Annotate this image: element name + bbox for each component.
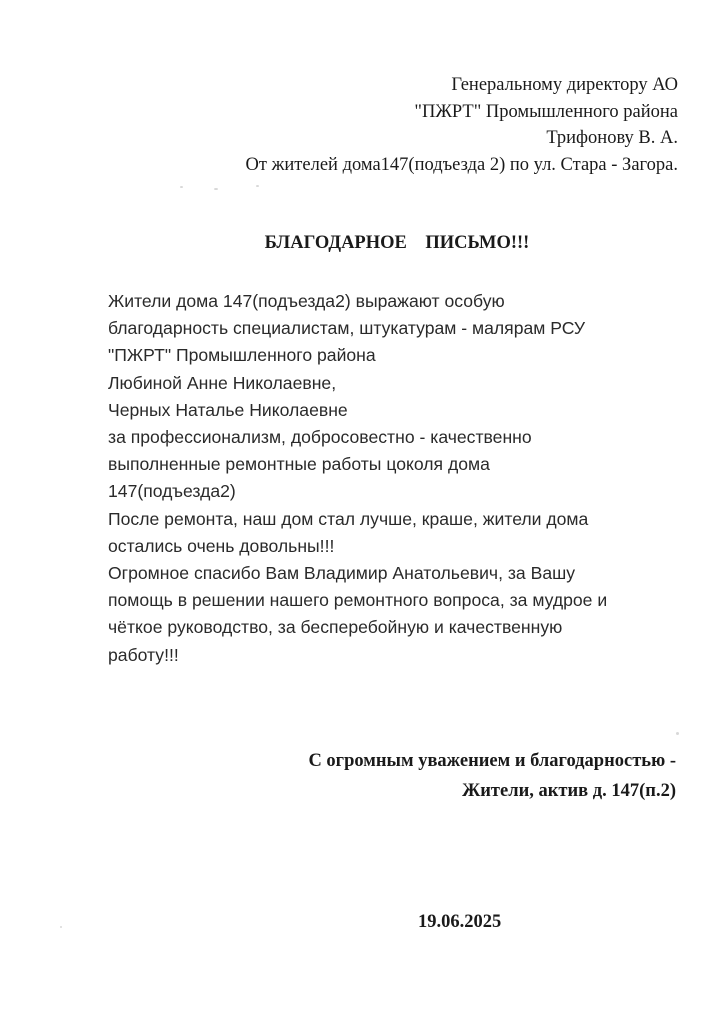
body-line: выполненные ремонтные работы цоколя дома bbox=[108, 454, 490, 475]
body-line: После ремонта, наш дом стал лучше, краше, жители дома bbox=[108, 508, 589, 529]
letter-body bbox=[108, 288, 688, 669]
scan-speck bbox=[676, 732, 679, 735]
body-line: Жители дома 147(подъезда2) выражают особую bbox=[108, 291, 505, 311]
addressee-line: "ПЖРТ" Промышленного района bbox=[414, 101, 678, 122]
body-line: Любиной Анне Николаевне, bbox=[108, 372, 337, 393]
closing-block bbox=[308, 746, 676, 806]
body-line: помощь в решении нашего ремонтного вопроса, за мудрое и bbox=[108, 590, 608, 611]
letter-date: 19.06.2025 bbox=[418, 912, 502, 932]
body-line: Черных Наталье Николаевне bbox=[108, 399, 348, 420]
scan-speck bbox=[180, 186, 183, 188]
body-line: 147(подъезда2) bbox=[108, 481, 236, 502]
scan-speck bbox=[256, 185, 259, 187]
body-line: благодарность специалистам, штукатурам - малярам РСУ bbox=[108, 318, 586, 339]
body-line: остались очень довольны!!! bbox=[108, 535, 335, 556]
letter-title: БЛАГОДАРНОЕ ПИСЬМО!!! bbox=[264, 233, 530, 253]
addressee-block bbox=[246, 72, 678, 178]
scan-speck bbox=[214, 188, 218, 190]
body-line: работу!!! bbox=[108, 644, 179, 665]
body-line: Огромное спасибо Вам Владимир Анатольевич, за Вашу bbox=[108, 563, 576, 584]
addressee-line: Генеральному директору АО bbox=[451, 75, 678, 95]
closing-signature: Жители, актив д. 147(п.2) bbox=[461, 781, 676, 801]
body-line: за профессионализм, добросовестно - качественно bbox=[108, 427, 532, 448]
sender-line: От жителей дома147(подъезда 2) по ул. Стара - Загора. bbox=[245, 154, 678, 175]
body-line: "ПЖРТ" Промышленного района bbox=[108, 345, 376, 366]
body-line: чёткое руководство, за бесперебойную и качественную bbox=[108, 617, 563, 638]
closing-regards: С огромным уважением и благодарностью - bbox=[308, 751, 676, 771]
scan-speck bbox=[60, 926, 62, 928]
addressee-line: Трифонову В. А. bbox=[546, 128, 678, 148]
